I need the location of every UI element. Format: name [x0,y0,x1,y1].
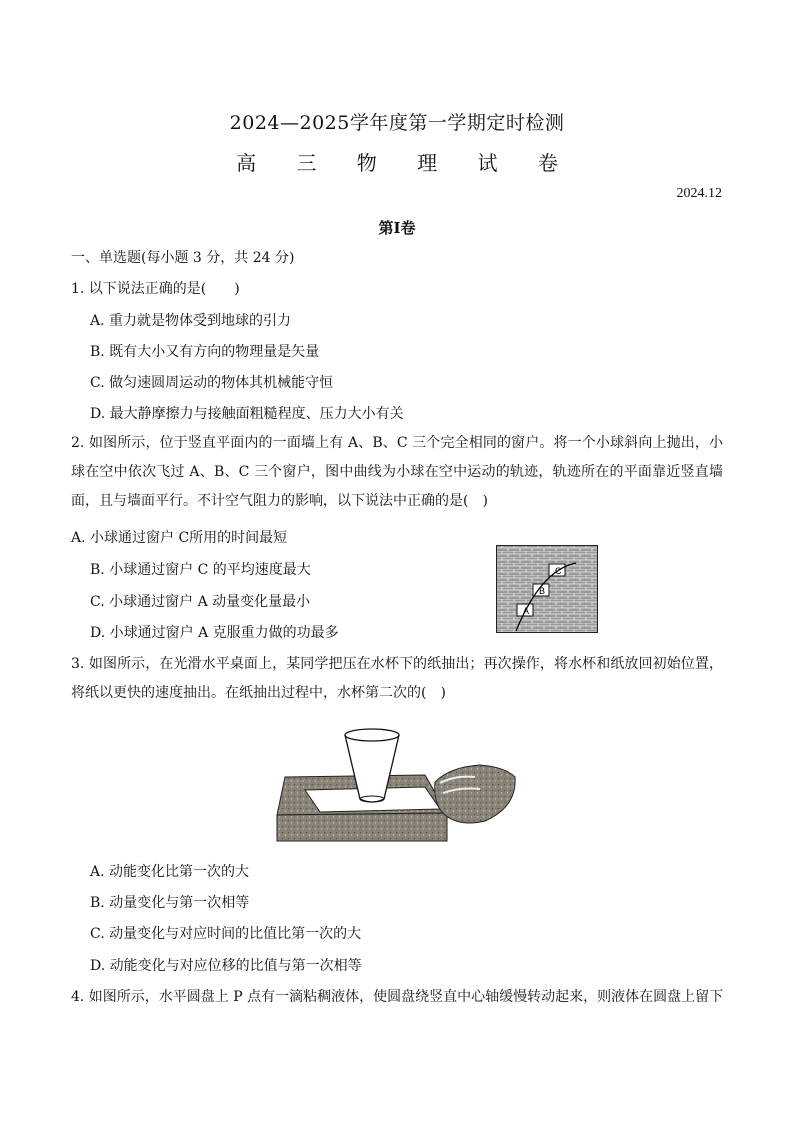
q2-window-figure [496,545,598,633]
q2-option-a: A. 小球通过窗户 C所用的时间最短 [71,530,288,546]
q2-option-d: D. 小球通过窗户 A 克服重力做的功最多 [90,625,339,641]
q1-option-d: D. 最大静摩擦力与接触面粗糙程度、压力大小有关 [90,406,404,422]
q3-option-c: C. 动量变化与对应时间的比值比第一次的大 [90,926,362,942]
q1-option-a: A. 重力就是物体受到地球的引力 [90,313,292,329]
hand [435,765,515,823]
window-label-b: B [539,586,546,596]
q4-stem: 4. 如图所示，水平圆盘上 P 点有一滴粘稠液体，使圆盘绕竖直中心轴缓慢转动起来，则液体在圆盘上留下 [71,989,724,1005]
table-edge [277,813,447,841]
q3-option-b: B. 动量变化与第一次相等 [90,895,250,911]
q3-option-d: D. 动能变化与对应位移的比值与第一次相等 [90,958,362,974]
exam-subtitle: 高 三 物 理 试 卷 [236,151,575,175]
q1-option-b: B. 既有大小又有方向的物理量是矢量 [90,344,320,360]
window-label-a: A [523,606,530,616]
exam-title: 2024—2025学年度第一学期定时检测 [229,112,565,134]
q2-option-c: C. 小球通过窗户 A 动量变化量最小 [90,594,311,610]
volume-heading: 第Ⅰ卷 [378,219,416,237]
q2-stem: 2. 如图所示，位于竖直平面内的一面墙上有 A、B、C 三个完全相同的窗户。将一个小球斜向上抛出，小球在空中依次飞过 A、B、C 三个窗户，图中曲线为小球在空中运动的轨迹，轨迹所在的平面靠近竖直墙面，且与墙面平行。不计空气阻力的影响，以下说法中正确的是( ) [71,435,723,509]
q3-stem: 3. 如图所示，在光滑水平桌面上，某同学把压在水杯下的纸抽出；再次操作，将水杯和纸放回初始位置，将纸以更快的速度抽出。在纸抽出过程中，水杯第二次的( ) [71,656,723,701]
q2-option-b: B. 小球通过窗户 C 的平均速度最大 [90,562,311,578]
section-heading: 一、单选题(每小题 3 分，共 24 分) [71,250,295,266]
q3-cup-paper-figure [275,717,525,845]
q3-option-a: A. 动能变化比第一次的大 [90,864,250,880]
q1-option-c: C. 做匀速圆周运动的物体其机械能守恒 [90,375,334,391]
q1-stem: 1. 以下说法正确的是( ) [71,281,240,297]
window-label-c: C [555,566,562,576]
exam-date: 2024.12 [676,186,722,201]
